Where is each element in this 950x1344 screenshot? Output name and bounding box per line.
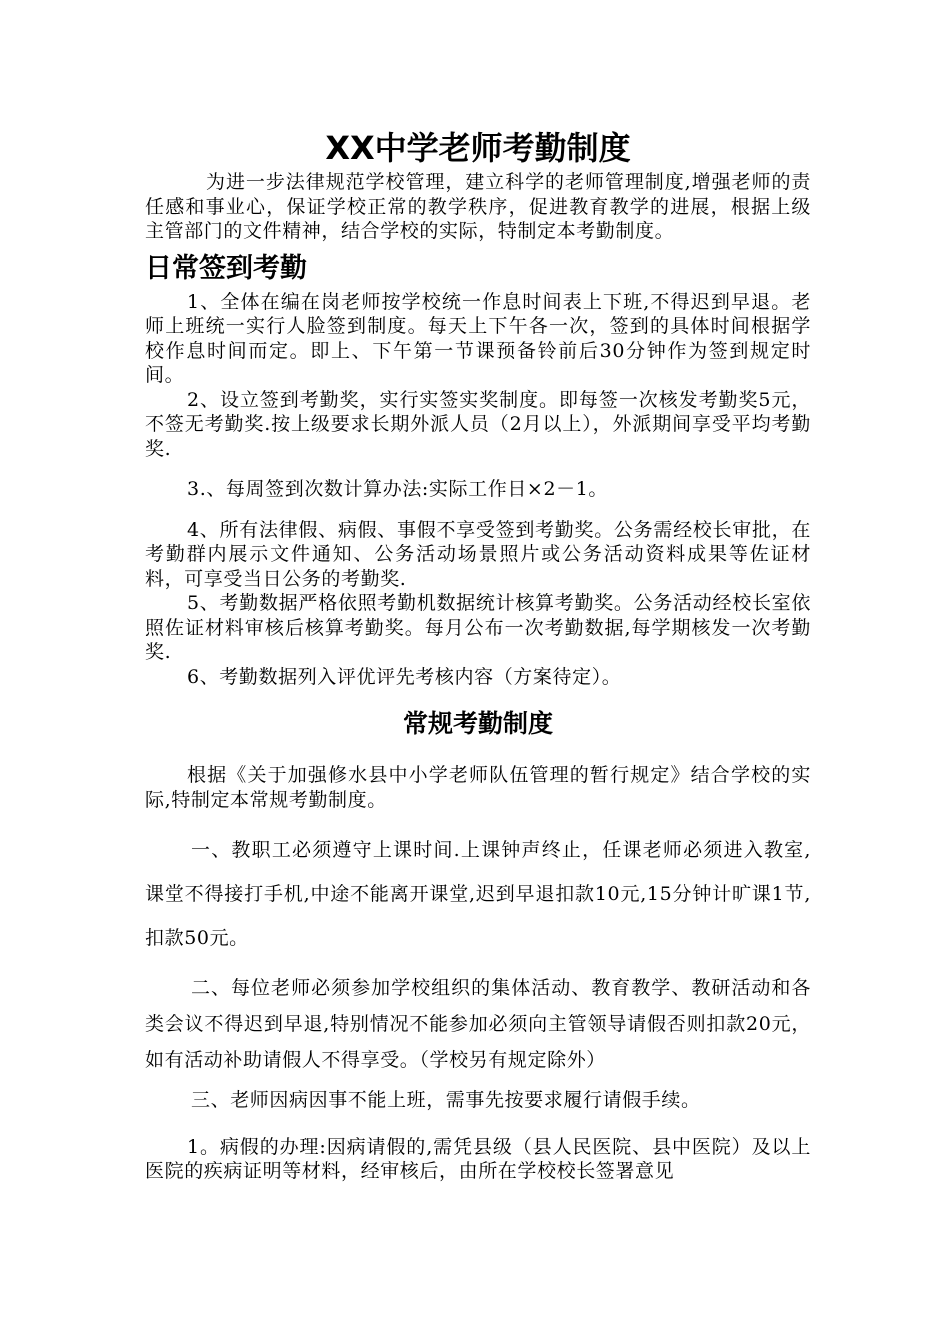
document-title: XX中学老师考勤制度 <box>325 129 631 167</box>
regular-rule-2: 二、每位老师必须参加学校组织的集体活动、教育教学、教研活动和各类会议不得迟到早退,特别情况不能参加必须向主管领导请假否则扣款20元，如有活动补助请假人不得享受。（学校另有规定除外） <box>145 977 811 1071</box>
rule-item-6: 6、考勤数据列入评优评先考核内容（方案待定）。 <box>187 665 622 688</box>
rule-item-3: 3.、每周签到次数计算办法:实际工作日×2－1。 <box>187 478 609 500</box>
rule-item-4: 4、所有法律假、病假、事假不享受签到考勤奖。公务需经校长审批，在考勤群内展示文件通知、公务活动场景照片或公务活动资料成果等佐证材料，可享受当日公务的考勤奖. <box>145 518 811 590</box>
intro-paragraph: 为进一步法律规范学校管理，建立科学的老师管理制度,增强老师的责任感和事业心，保证学校正常的教学秩序，促进教育教学的进展，根据上级主管部门的文件精神，结合学校的实际，特制定本考勤制度。 <box>145 171 811 242</box>
section-heading-regular-attendance: 常规考勤制度 <box>402 709 553 738</box>
section-heading-daily-signin: 日常签到考勤 <box>145 252 307 284</box>
regular-rule-3-1: 1。病假的办理:因病请假的,需凭县级（县人民医院、县中医院）及以上医院的疾病证明等材料，经审核后，由所在学校校长签署意见 <box>145 1135 811 1182</box>
regular-rule-3: 三、老师因病因事不能上班，需事先按要求履行请假手续。 <box>191 1089 701 1111</box>
rule-item-1: 1、全体在编在岗老师按学校统一作息时间表上下班,不得迟到早退。老师上班统一实行人脸签到制度。每天上下午各一次，签到的具体时间根据学校作息时间而定。即上、下午第一节课预备铃前后30分钟作为签到规定时间。 <box>145 290 811 386</box>
document-page <box>145 128 811 1184</box>
regular-intro-paragraph: 根据《关于加强修水县中小学老师队伍管理的暂行规定》结合学校的实际,特制定本常规考勤制度。 <box>145 764 811 811</box>
regular-rule-1: 一、教职工必须遵守上课时间.上课钟声终止，任课老师必须进入教室,课堂不得接打手机,中途不能离开课堂,迟到早退扣款10元,15分钟计旷课1节,扣款50元。 <box>145 839 811 949</box>
rule-item-2: 2、设立签到考勤奖，实行实签实奖制度。即每签一次核发考勤奖5元，不签无考勤奖.按上级要求长期外派人员（2月以上），外派期间享受平均考勤奖. <box>145 388 811 460</box>
rule-item-5: 5、考勤数据严格依照考勤机数据统计核算考勤奖。公务活动经校长室依照佐证材料审核后核算考勤奖。每月公布一次考勤数据,每学期核发一次考勤奖. <box>145 592 811 663</box>
